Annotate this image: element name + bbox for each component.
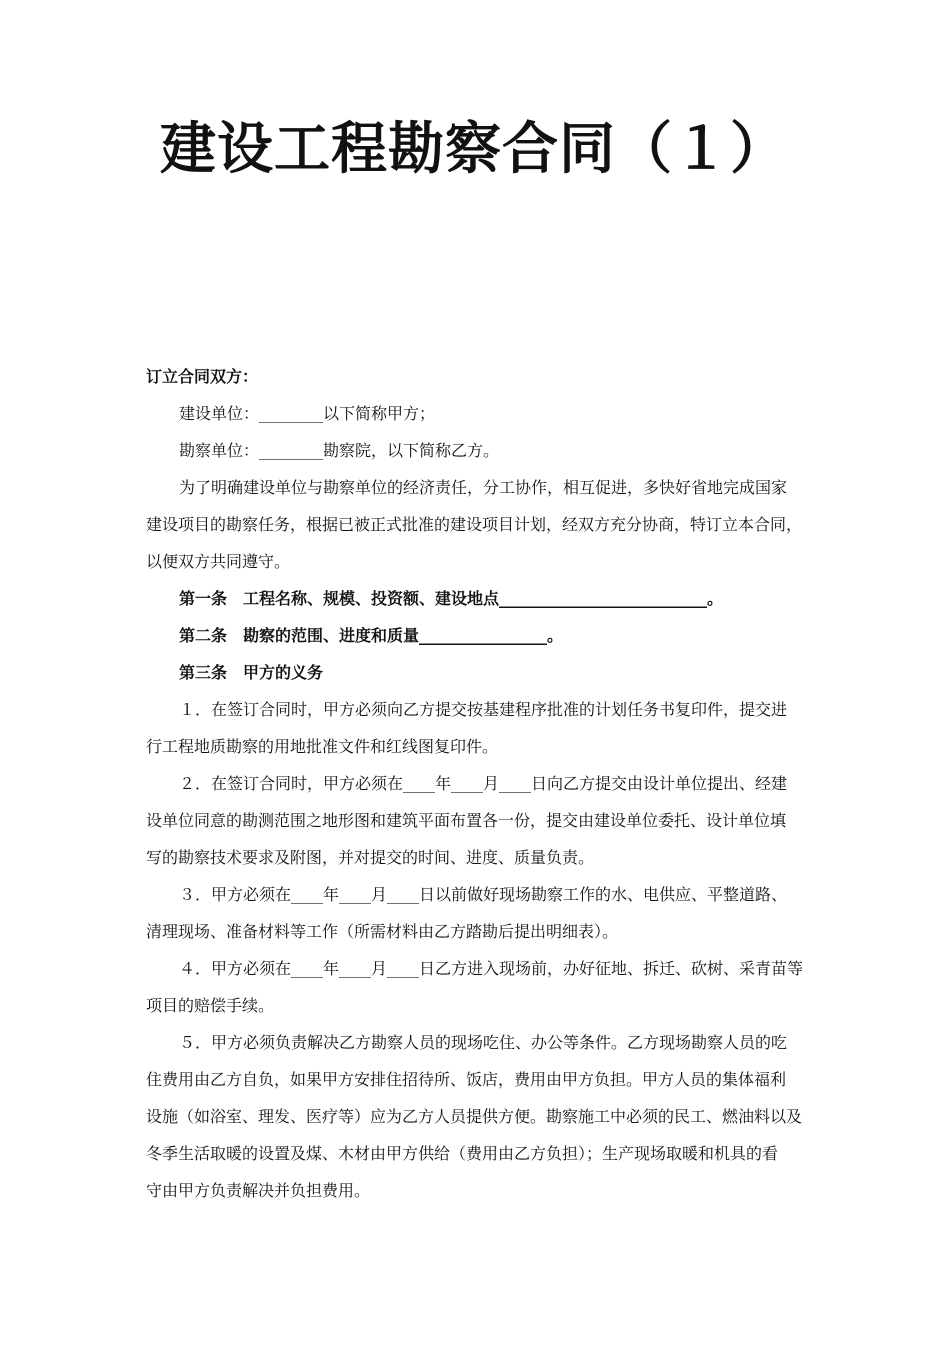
clause-line: 写的勘察技术要求及附图，并对提交的时间、进度、质量负责。 — [146, 848, 595, 867]
clause-line: ２．在签订合同时，甲方必须在____年____月____日向乙方提交由设计单位提出、经建 — [179, 774, 788, 793]
party-a-line: 建设单位：________以下简称甲方； — [179, 404, 436, 423]
preamble-paragraph — [146, 469, 812, 580]
document-title: 建设工程勘察合同（１） — [160, 117, 787, 182]
clause-line: ５．甲方必须负责解决乙方勘察人员的现场吃住、办公等条件。乙方现场勘察人员的吃 — [179, 1033, 788, 1052]
article-3 — [146, 654, 812, 691]
clause-line: 守由甲方负责解决并负担费用。 — [146, 1181, 371, 1200]
article-2 — [146, 617, 812, 654]
preamble-line: 建设项目的勘察任务，根据已被正式批准的建设项目计划，经双方充分协商，特订立本合同， — [146, 515, 803, 534]
parties-heading: 订立合同双方： — [146, 367, 259, 386]
clause-3 — [146, 876, 812, 950]
clause-line: 住费用由乙方自负，如果甲方安排住招待所、饭店，费用由甲方负担。甲方人员的集体福利 — [146, 1070, 787, 1089]
clause-line: 设单位同意的勘测范围之地形图和建筑平面布置各一份，提交由建设单位委托、设计单位填 — [146, 811, 787, 830]
preamble-line: 以便双方共同遵守。 — [146, 552, 291, 571]
article-text: 工程名称、规模、投资额、建设地点__________________________。 — [243, 589, 724, 608]
clause-line: 设施（如浴室、理发、医疗等）应为乙方人员提供方便。勘察施工中必须的民工、燃油料以及 — [146, 1107, 803, 1126]
clause-line: 项目的赔偿手续。 — [146, 996, 275, 1015]
clause-line: ４．甲方必须在____年____月____日乙方进入现场前，办好征地、拆迁、砍树、采青苗等 — [179, 959, 804, 978]
clause-line: １．在签订合同时，甲方必须向乙方提交按基建程序批准的计划任务书复印件，提交进 — [179, 700, 788, 719]
article-number: 第二条 — [179, 626, 228, 645]
clause-line: ３．甲方必须在____年____月____日以前做好现场勘察工作的水、电供应、平整道路、 — [179, 885, 788, 904]
preamble-line: 为了明确建设单位与勘察单位的经济责任，分工协作，相互促进，多快好省地完成国家 — [179, 478, 788, 497]
clause-line: 冬季生活取暖的设置及煤、木材由甲方供给（费用由乙方负担）；生产现场取暖和机具的看 — [146, 1144, 779, 1163]
clause-5 — [146, 1024, 812, 1209]
clause-2 — [146, 765, 812, 876]
article-1 — [146, 580, 812, 617]
article-text: 甲方的义务 — [243, 663, 324, 682]
article-number: 第三条 — [179, 663, 228, 682]
article-text: 勘察的范围、进度和质量________________。 — [243, 626, 564, 645]
clause-1 — [146, 691, 812, 765]
clause-4 — [146, 950, 812, 1024]
clause-line: 清理现场、准备材料等工作（所需材料由乙方踏勘后提出明细表）。 — [146, 922, 619, 941]
party-b-line: 勘察单位：________勘察院，以下简称乙方。 — [179, 441, 500, 460]
article-number: 第一条 — [179, 589, 228, 608]
document-body — [146, 358, 812, 1209]
clause-line: 行工程地质勘察的用地批准文件和红线图复印件。 — [146, 737, 499, 756]
